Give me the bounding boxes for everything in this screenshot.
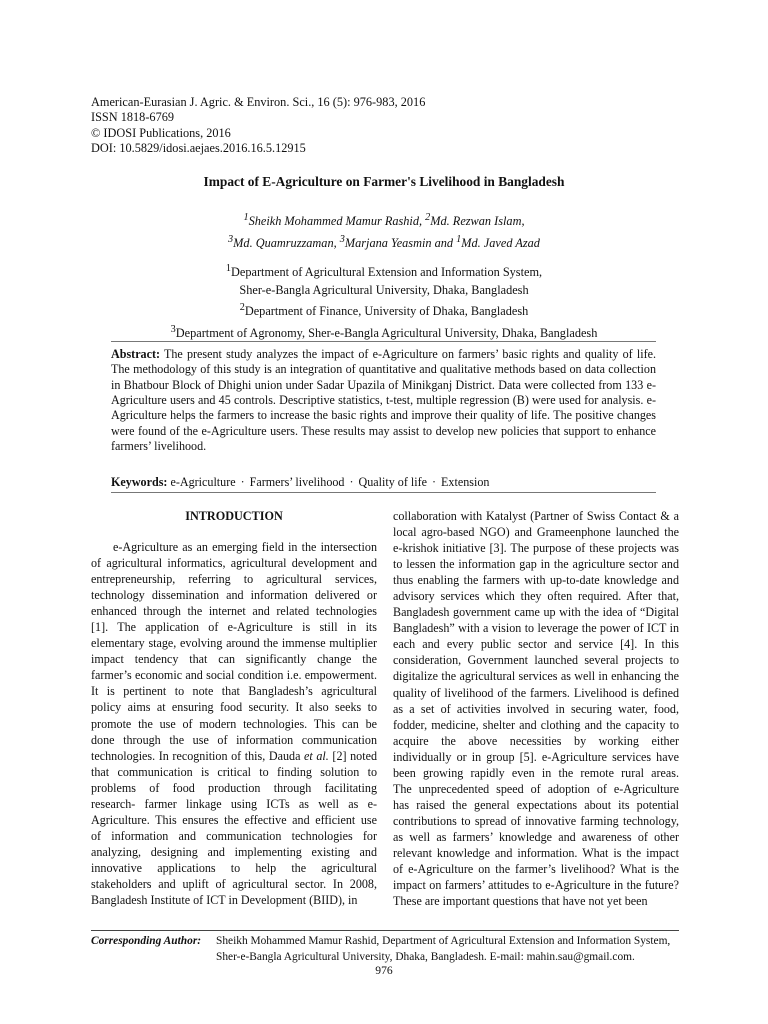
affiliation-sup: 2 [239,302,245,314]
journal-doi: DOI: 10.5829/idosi.aejaes.2016.16.5.12915 [91,140,306,155]
affiliation [0,321,768,343]
journal-citation-block [91,95,425,156]
corresponding-line-2: Sher-e-Bangla Agricultural University, Dhaka, Bangladesh. E-mail: mahin.sau@gmail.com. [216,950,635,963]
intro-left-line: elementary stage, evolving around the immense multiplier [91,636,377,651]
intro-left-line: of information and communication technologies for [91,828,377,843]
intro-left-line: entrepreneurship, referring to agricultural services, [91,572,377,587]
keywords-bottom-rule [111,492,656,493]
abstract-label: Abstract: [111,347,161,361]
affiliation-text: Department of Finance, University of Dhaka, Bangladesh [244,304,529,319]
intro-right-line: has raised the general expectations about its potential [393,797,679,812]
author-list [0,209,768,252]
intro-right-line: acquire the above necessities by working either [393,733,679,748]
intro-right-line: Bangladesh government came up with the idea of “Digital [393,605,679,620]
abstract [111,347,656,454]
intro-left-line: of agricultural informatics, agricultural development and [91,556,377,571]
body-column-right [393,508,679,909]
page-number: 976 [375,964,393,977]
author-line-1 [0,209,768,231]
author-name: Md. Quamruzzaman, [233,235,340,250]
intro-right-line: as well as farmers’ knowledge and awareness of other [393,829,679,844]
intro-right-line: consideration, Government launched several projects to [393,653,679,668]
intro-left-line: Agriculture. This ensures the effective and efficient use [91,812,377,827]
intro-left-line: e-Agriculture as an emerging field in the intersection [113,540,377,554]
intro-right-line: impact on farmers’ attitudes to e-Agriculture in the future? [393,878,679,893]
intro-left-line: promote the use of modern technologies. This can be [91,716,377,731]
corresponding-line-1 [91,934,670,950]
affiliation [0,299,768,321]
keyword: e-Agriculture [170,475,236,489]
keyword-separator: · [240,475,245,489]
intro-right-line: each and every public sector and service [4]. In this [393,637,679,652]
journal-citation: American-Eurasian J. Agric. & Environ. Sci., 16 (5): 976-983, 2016 [91,95,426,109]
affiliation-text: Sher-e-Bangla Agricultural University, Dhaka, Bangladesh [239,282,529,297]
intro-right-line: contributions to spread of innovative farming technology, [393,813,679,828]
affiliation [0,260,768,282]
author-line-2 [0,231,768,253]
intro-left-line: enhanced through the internet and related technologies [91,604,377,619]
corresponding-text: Sheikh Mohammed Mamur Rashid, Department of Agricultural Extension and Information System, [216,935,671,947]
abstract-text: The present study analyzes the impact of e-Agriculture on farmers’ basic rights and quality of life. The methodology of this study is an integration of quantitative and qualitative methods based on data collection in Bhatbour Block of Dhighi union under Sadar Upazila of Minikganj District. Data were collected from 133 e-Agriculture users and 45 controls. Descriptive statistics, t-test, multiple regression (B) were used for analysis. e-Agriculture helps the farmers to increase the basic rights and improve their quality of life. The positive changes were found of the e-Agriculture users. These results may assist to develop new policies that support to enhance farmers’ livelihood. [111,347,656,454]
keywords [111,475,656,490]
intro-right-line: These are important questions that have not yet been [393,894,648,909]
intro-left-line: problems of food production through facilitating [91,780,377,795]
intro-right-line: been growing rapidly even in the remote rural areas. [393,765,679,780]
author-sup: 3 [228,233,234,245]
footnote-rule [91,930,679,931]
intro-left-line: impact tendency that can significantly change the [91,652,377,667]
author-sup: 1 [243,212,249,223]
intro-right-line: digitalize the agricultural services as well in enhancing the [393,669,679,684]
section-heading-introduction: INTRODUCTION [185,509,283,523]
corresponding-label: Corresponding Author: [91,935,202,947]
intro-right-line: The unprecedented speed of adoption of e-Agriculture [393,781,679,796]
intro-left-line: stakeholders and uplift of agricultural sector. In 2008, [91,876,377,891]
author-name: Md. Javed Azad [461,235,540,250]
intro-left-line: policy aims at ensuring food security. It also seeks to [91,700,377,715]
affiliation-text: Department of Agronomy, Sher-e-Bangla Agricultural University, Dhaka, Bangladesh [175,325,598,340]
intro-right-line: relevant knowledge and information. What is the impact [393,845,679,860]
intro-right-line: Bangladesh” with a vision to leverage the power of ICT in [393,621,679,636]
keywords-label: Keywords: [111,475,168,489]
journal-issn: ISSN 1818-6769 [91,110,175,125]
intro-right-line: fodder, medicine, shelter and clothing and the capacity to [393,717,679,732]
intro-right-line: e-krishok initiative [3]. The purpose of these projects was [393,541,679,556]
keyword-separator: · [432,475,437,489]
intro-left-line: technology dissemination and information delivered or [91,588,377,603]
affiliation-text: Department of Agricultural Extension and Information System, [231,265,543,280]
intro-left-line: research- farmer linkage using ICTs as well as e- [91,796,377,811]
paper-title: Impact of E-Agriculture on Farmer's Livelihood in Bangladesh [203,174,565,189]
intro-right-line: local agro-based NGO) and Grameenphone launched the [393,525,679,540]
affiliations [0,260,768,342]
intro-right-line: of e-Agriculture on the farmer’s livelihood? What is the [393,862,679,877]
intro-left-line: done through the use of information communication [91,732,377,747]
intro-left-line: innovative applications to help the agricultural [91,860,377,875]
intro-left-line: technologies. In recognition of this, Dauda et al. [2] noted [91,748,377,763]
journal-publisher: © IDOSI Publications, 2016 [91,125,231,140]
author-sup: 1 [456,233,462,245]
affiliation-sup: 3 [170,323,176,335]
body-column-left [91,508,377,908]
intro-left-line: [1]. The application of e-Agriculture is still in its [91,620,377,635]
intro-right-line: advisory services which they often required. After that, [393,589,679,604]
author-name: Md. Rezwan Islam, [430,214,525,229]
author-name: Marjana Yeasmin and [344,235,457,250]
intro-right-line: collaboration with Katalyst (Partner of Swiss Contact & a [393,509,679,523]
intro-left-line: that communication is critical to finding solution to [91,764,377,779]
intro-left-line: analyzing, designing and implementing existing and [91,844,377,859]
intro-right-line: to lessen the information gap in the agriculture sector and [393,557,679,572]
intro-left-line: Bangladesh Institute of ICT in Development (BIID), in [91,893,358,908]
keyword: Extension [441,475,490,489]
affiliation [0,282,768,300]
keyword: Farmers’ livelihood [249,475,345,489]
author-sup: 3 [339,233,345,245]
author-name: Sheikh Mohammed Mamur Rashid, [248,214,426,229]
intro-right-line: as a set of activities involved in securing water, food, [393,701,679,716]
keyword: Quality of life [358,475,428,489]
author-sup: 2 [425,212,431,223]
intro-right-line: individually or in group [5]. e-Agriculture services have [393,749,679,764]
intro-left-line: It is pertinent to note that Bangladesh’s agricultural [91,684,377,699]
keyword-separator: · [349,475,354,489]
intro-right-line: thus enabling the farmers with up-to-date knowledge and [393,573,679,588]
intro-right-line: quality of livelihood of the farmers. Livelihood is defined [393,685,679,700]
affiliation-sup: 1 [225,263,231,274]
abstract-top-rule [111,341,656,342]
et-al-italic: et al. [304,748,329,763]
intro-left-line: farmer’s economic and social condition i.e. empowerment. [91,668,377,683]
corresponding-author [91,934,670,965]
